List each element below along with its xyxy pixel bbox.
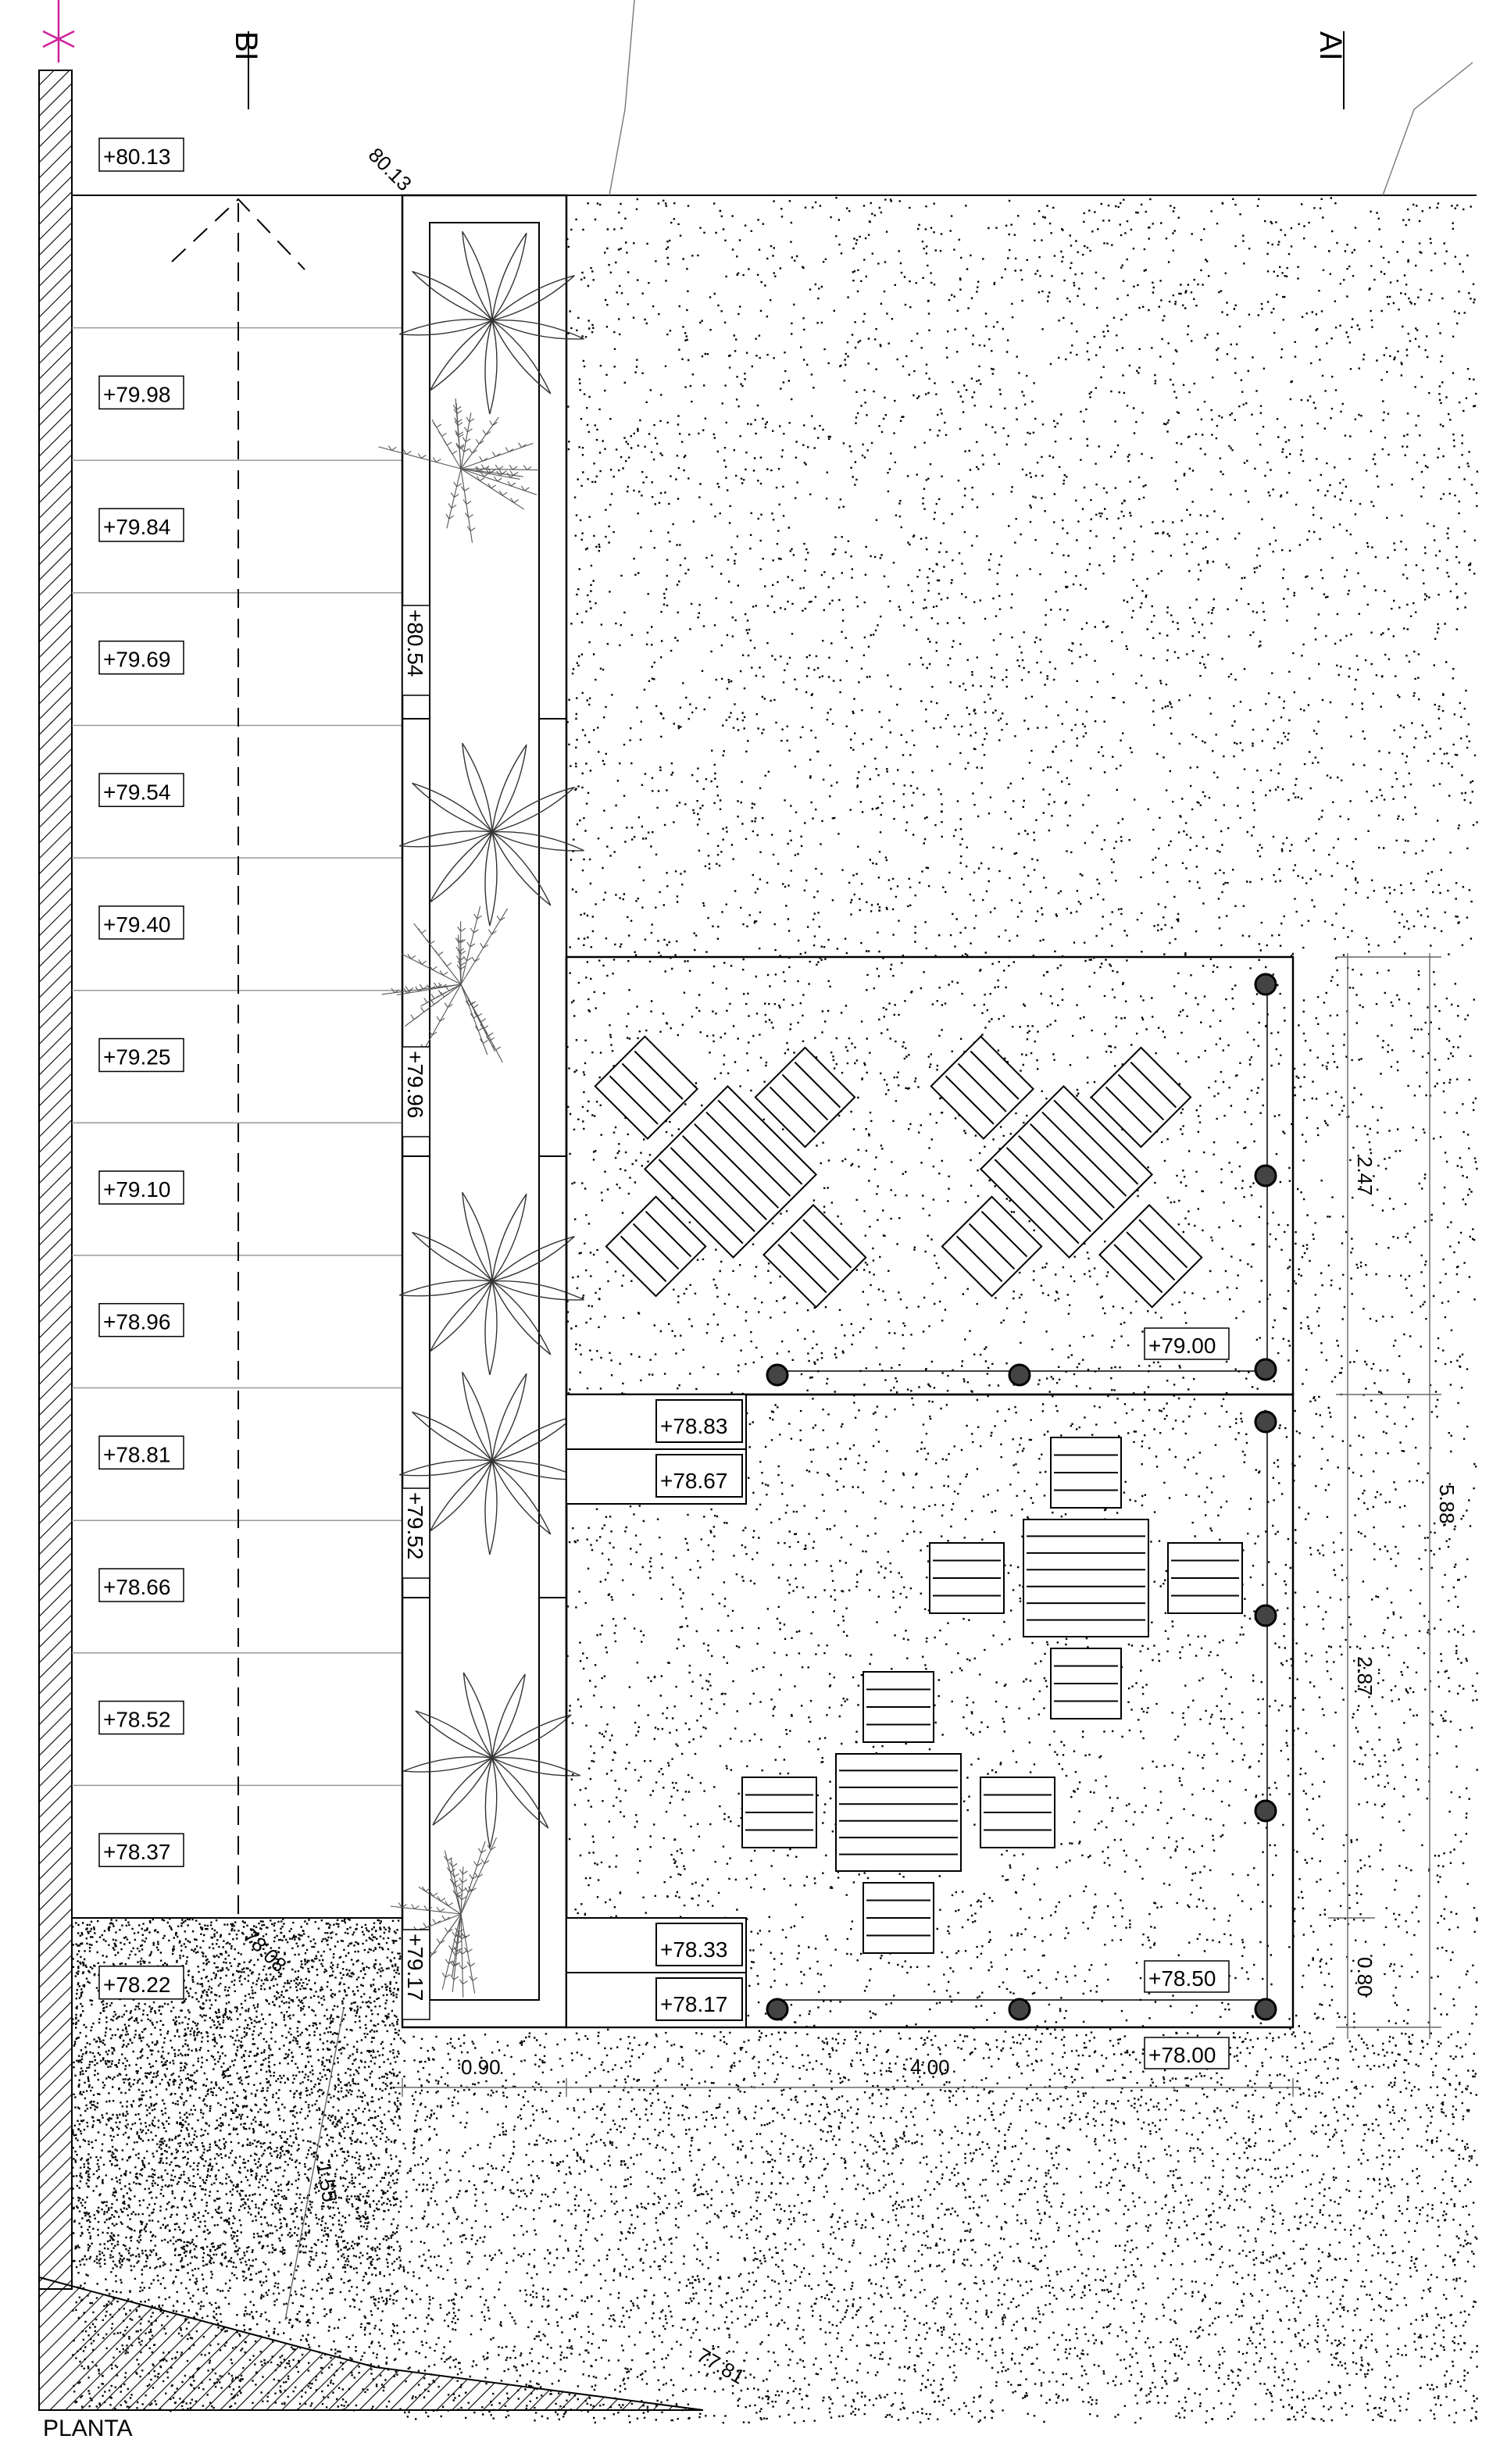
gravel-dots (402, 2031, 1478, 2423)
furniture-piece (1099, 1205, 1202, 1307)
terrain-contour (1383, 62, 1473, 195)
stair-level-label: +80.13 (103, 145, 171, 169)
terrain-contour (609, 0, 634, 195)
stair-level-label: +79.84 (103, 515, 171, 539)
planter-level-label: +79.96 (403, 1051, 427, 1119)
furniture-piece (1051, 1648, 1121, 1719)
bollard-light (1009, 1999, 1030, 2019)
planter (378, 195, 584, 2027)
stair-level-label: +78.22 (103, 1972, 171, 1997)
furniture-piece (1168, 1543, 1242, 1613)
stair-level-label: +79.69 (103, 647, 171, 672)
planter-level-label: +80.54 (403, 609, 427, 677)
spot-level-stair-foot: 78.08 (238, 1924, 291, 1977)
bollard-light (1255, 1359, 1276, 1380)
furniture-piece (1023, 1519, 1148, 1637)
dim-terrace-width: 4.00 (910, 2055, 950, 2079)
level-step-lower-a: +78.33 (660, 1937, 728, 1962)
bollard-light (1255, 974, 1276, 995)
bollard-light (1255, 1166, 1276, 1186)
dim-lower-depth: 2.87 (1353, 1656, 1377, 1696)
furniture-piece (763, 1205, 866, 1307)
furniture-piece (595, 1037, 698, 1139)
top-level-note: 80.13 (363, 143, 416, 196)
bollard-light (1255, 1412, 1276, 1432)
section-marker-left (229, 31, 263, 109)
furniture-piece (980, 1777, 1055, 1848)
level-ground: +78.00 (1148, 2043, 1216, 2067)
stair-level-label: +78.81 (103, 1442, 171, 1467)
stair-level-label: +79.10 (103, 1177, 171, 1202)
furniture-piece (863, 1883, 934, 1953)
section-marker-right (1313, 31, 1348, 109)
grid-reference-mark (43, 0, 74, 62)
furniture-piece (836, 1754, 961, 1871)
furniture-piece (742, 1777, 816, 1848)
bollard-light (1255, 1605, 1276, 1626)
stair-level-label: +78.52 (103, 1707, 171, 1732)
bollard-light (767, 1365, 788, 1385)
level-step-lower-b: +78.17 (660, 1992, 728, 2016)
level-step-upper-b: +78.67 (660, 1469, 728, 1493)
stair-level-label: +78.66 (103, 1575, 171, 1599)
dim-planter-width: 0.90 (461, 2055, 501, 2079)
left-retaining-wall (39, 70, 72, 2289)
spot-level-ground-bottom: 77.81 (693, 2343, 749, 2389)
stair-level-label: +79.25 (103, 1045, 171, 1070)
bollard-light (1255, 1999, 1276, 2019)
stair-treads (72, 328, 402, 1918)
dim-upper-depth: 2.47 (1353, 1156, 1377, 1196)
level-lower-platform: +78.50 (1148, 1966, 1216, 1991)
furniture-piece (1051, 1437, 1121, 1508)
stair-level-label: +78.37 (103, 1840, 171, 1865)
dim-bottom-strip: 0.80 (1353, 1957, 1377, 1997)
drawing-title: PLANTA (43, 2416, 133, 2441)
level-step-upper-a: +78.83 (660, 1414, 728, 1438)
level-upper-platform: +79.00 (1148, 1334, 1216, 1358)
planter-level-label: +79.17 (403, 1934, 427, 2002)
furniture-piece (863, 1672, 934, 1742)
bollard-light (1009, 1365, 1030, 1385)
dim-total-depth: 5.88 (1435, 1484, 1459, 1524)
section-label-bi: BI (229, 31, 263, 61)
dim-slope-length: 1.55 (312, 2160, 342, 2204)
furniture-piece (930, 1543, 1004, 1613)
section-label-ai: AI (1313, 31, 1348, 61)
stair-level-labels (99, 138, 184, 1999)
bollard-light (767, 1999, 788, 2019)
bollard-light (1255, 1801, 1276, 1821)
stair-level-label: +79.54 (103, 780, 171, 805)
planter-level-label: +79.52 (403, 1492, 427, 1560)
stair-level-label: +79.40 (103, 912, 171, 937)
stair-level-label: +79.98 (103, 382, 171, 407)
stair-level-label: +78.96 (103, 1309, 171, 1334)
furniture-piece (931, 1037, 1034, 1139)
